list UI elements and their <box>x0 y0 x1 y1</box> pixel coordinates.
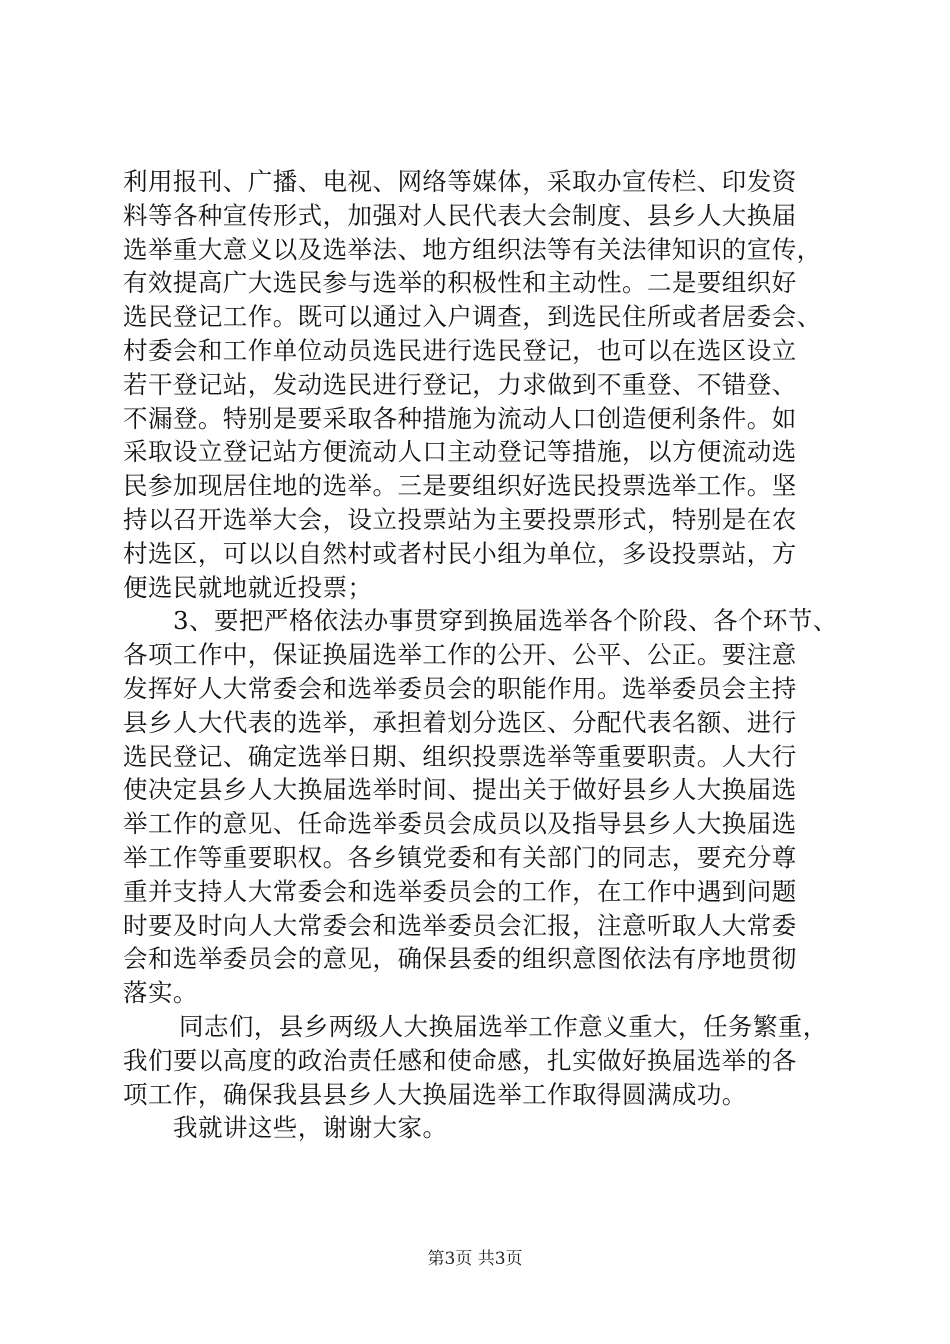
text-line: 有效提高广大选民参与选举的积极性和主动性。二是要组织好 <box>123 268 797 298</box>
text-line: 落实。 <box>123 978 198 1008</box>
text-line: 时要及时向人大常委会和选举委员会汇报，注意听取人大常委 <box>123 910 797 940</box>
text-line: 重并支持人大常委会和选举委员会的工作，在工作中遇到问题 <box>123 876 797 906</box>
text-line: 使决定县乡人大换届选举时间、提出关于做好县乡人大换届选 <box>123 775 797 805</box>
text-line: 采取设立登记站方便流动人口主动登记等措施，以方便流动选 <box>123 437 797 467</box>
page-number-footer: 第3页 共3页 <box>427 1249 523 1269</box>
text-line: 便选民就地就近投票； <box>123 572 373 602</box>
text-line: 会和选举委员会的意见，确保县委的组织意图依法有序地贯彻 <box>123 944 797 974</box>
text-line: 选民登记、确定选举日期、组织投票选举等重要职责。人大行 <box>123 741 797 771</box>
text-line: 料等各种宣传形式，加强对人民代表大会制度、县乡人大换届 <box>123 200 797 230</box>
closing-line: 我就讲这些，谢谢大家。 <box>173 1113 448 1143</box>
text-line: 县乡人大代表的选举，承担着划分选区、分配代表名额、进行 <box>123 707 797 737</box>
text-line: 民参加现居住地的选举。三是要组织好选民投票选举工作。坚 <box>123 471 797 501</box>
text-line: 选举重大意义以及选举法、地方组织法等有关法律知识的宣传， <box>123 234 822 264</box>
text-line: 持以召开选举大会，设立投票站为主要投票形式，特别是在农 <box>123 504 797 534</box>
paragraph-start-line: 同志们，县乡两级人大换届选举工作意义重大，任务繁重， <box>179 1011 828 1041</box>
text-line: 村委会和工作单位动员选民进行选民登记，也可以在选区设立 <box>123 335 797 365</box>
text-line: 举工作等重要职权。各乡镇党委和有关部门的同志，要充分尊 <box>123 842 797 872</box>
text-line: 村选区，可以以自然村或者村民小组为单位，多设投票站，方 <box>123 538 797 568</box>
body-text <box>123 165 838 1145</box>
text-line: 不漏登。特别是要采取各种措施为流动人口创造便利条件。如 <box>123 403 797 433</box>
text-line: 举工作的意见、任命选举委员会成员以及指导县乡人大换届选 <box>123 809 797 839</box>
text-line: 若干登记站，发动选民进行登记，力求做到不重登、不错登、 <box>123 369 797 399</box>
text-line: 我们要以高度的政治责任感和使命感，扎实做好换届选举的各 <box>123 1045 797 1075</box>
paragraph-start-line: 3、要把严格依法办事贯穿到换届选举各个阶段、各个环节、 <box>173 606 838 636</box>
text-line: 选民登记工作。既可以通过入户调查，到选民住所或者居委会、 <box>123 302 822 332</box>
text-line: 项工作，确保我县县乡人大换届选举工作取得圆满成功。 <box>123 1079 747 1109</box>
text-line: 发挥好人大常委会和选举委员会的职能作用。选举委员会主持 <box>123 673 797 703</box>
text-line: 利用报刊、广播、电视、网络等媒体，采取办宣传栏、印发资 <box>123 167 797 196</box>
text-line: 各项工作中，保证换届选举工作的公开、公平、公正。要注意 <box>123 640 797 670</box>
